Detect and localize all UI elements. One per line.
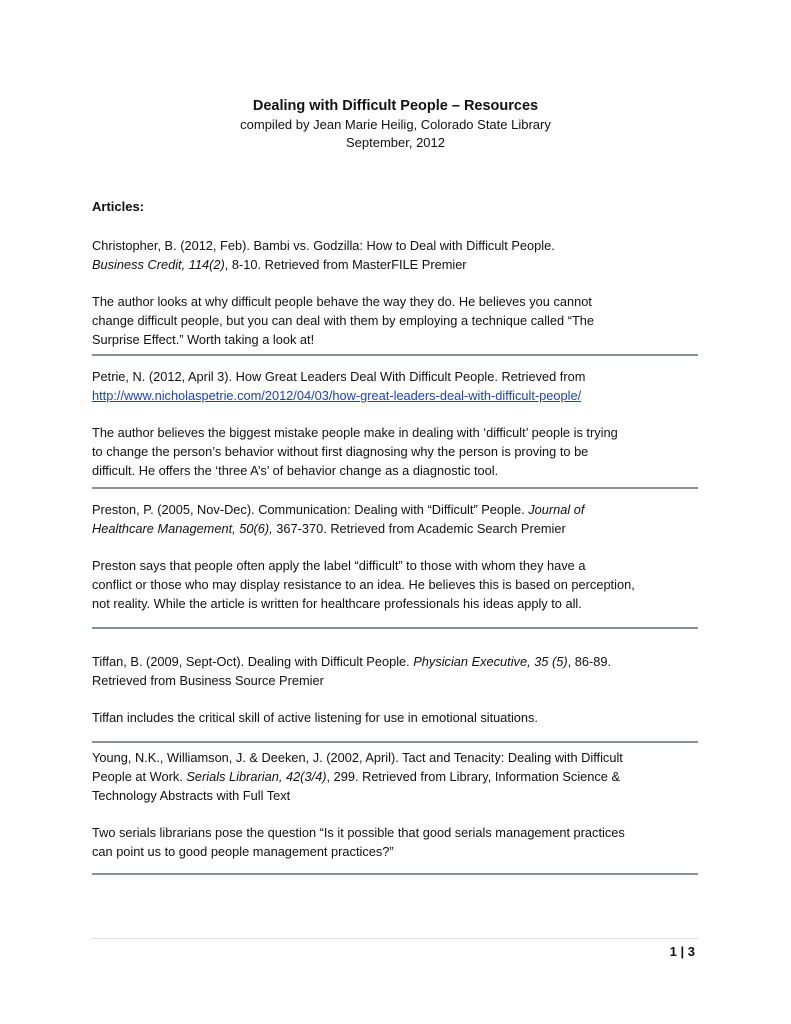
summary-line: Preston says that people often apply the label “difficult” to those with whom they have a bbox=[92, 558, 586, 574]
summary-line: can point us to good people management practices?” bbox=[92, 843, 394, 859]
journal-title: Business Credit, 114(2) bbox=[92, 256, 225, 272]
summary-line: Surprise Effect.” Worth taking a look at! bbox=[92, 331, 315, 347]
entry-divider bbox=[92, 487, 698, 489]
summary-line: not reality. While the article is written for healthcare professionals his ideas apply to all. bbox=[92, 595, 582, 611]
citation-text: , 86-89. bbox=[567, 654, 612, 669]
document-title: Dealing with Difficult People – Resources bbox=[252, 98, 539, 114]
citation-line bbox=[92, 256, 698, 275]
citation-text: Christopher, B. (2012, Feb). Bambi vs. Godzilla: How to Deal with Difficult People. bbox=[92, 238, 555, 253]
summary bbox=[92, 293, 698, 349]
article-entry bbox=[92, 237, 698, 349]
entry-divider bbox=[92, 873, 698, 875]
summary bbox=[92, 824, 698, 862]
article-entry bbox=[92, 501, 698, 613]
citation bbox=[92, 237, 698, 275]
citation-text: Tiffan, B. (2009, Sept-Oct). Dealing with Difficult People. bbox=[92, 654, 414, 669]
summary bbox=[92, 557, 698, 613]
compiled-by: compiled by Jean Marie Heilig, Colorado State Library bbox=[240, 117, 551, 132]
citation bbox=[92, 368, 698, 406]
citation-line bbox=[92, 387, 698, 406]
journal-title: Healthcare Management, 50(6), bbox=[92, 520, 273, 536]
citation-line bbox=[92, 520, 698, 539]
entry-divider bbox=[92, 627, 698, 629]
summary-line: conflict or those who may display resistance to an idea. He believes this is based on perception, bbox=[92, 576, 635, 592]
summary bbox=[92, 709, 698, 728]
section-heading-articles: Articles: bbox=[92, 199, 145, 214]
footer-divider bbox=[92, 938, 698, 939]
citation-text: 367-370. Retrieved from Academic Search Premier bbox=[272, 520, 566, 536]
summary-line: The author believes the biggest mistake people make in dealing with ‘difficult’ people is trying bbox=[92, 425, 618, 441]
article-link[interactable]: http://www.nicholaspetrie.com/2012/04/03/how-great-leaders-deal-with-difficult-people/ bbox=[92, 387, 582, 403]
citation bbox=[92, 749, 698, 805]
citation-text: , 8-10. Retrieved from MasterFILE Premier bbox=[224, 256, 467, 272]
citation-line bbox=[92, 749, 698, 768]
journal-title: Physician Executive, 35 (5) bbox=[413, 654, 568, 669]
citation-line bbox=[92, 672, 698, 691]
citation bbox=[92, 501, 698, 539]
journal-title: Serials Librarian, 42(3/4) bbox=[186, 768, 327, 784]
summary-line: to change the person’s behavior without first diagnosing why the person is proving to be bbox=[92, 443, 589, 459]
summary bbox=[92, 424, 698, 480]
citation-line bbox=[92, 787, 698, 806]
document-date: September, 2012 bbox=[345, 135, 446, 150]
article-entry bbox=[92, 749, 698, 861]
journal-title: Journal of bbox=[528, 502, 585, 517]
citation-line bbox=[92, 768, 698, 787]
citation-line bbox=[92, 653, 698, 672]
article-entry bbox=[92, 368, 698, 480]
page-number: 1 | 3 bbox=[669, 944, 695, 959]
citation-line bbox=[92, 501, 698, 520]
citation-text: , 299. Retrieved from Library, Information Science & bbox=[326, 768, 621, 784]
entry-divider bbox=[92, 741, 698, 743]
summary-line: Tiffan includes the critical skill of active listening for use in emotional situations. bbox=[92, 710, 538, 726]
citation-text: Technology Abstracts with Full Text bbox=[92, 787, 291, 803]
citation-text: Petrie, N. (2012, April 3). How Great Leaders Deal With Difficult People. Retrieved from bbox=[92, 369, 586, 384]
citation-text: Preston, P. (2005, Nov-Dec). Communication: Dealing with “Difficult” People. bbox=[92, 502, 529, 517]
citation bbox=[92, 653, 698, 691]
citation-text: Young, N.K., Williamson, J. & Deeken, J. (2002, April). Tact and Tenacity: Dealing with Difficult bbox=[92, 750, 623, 765]
summary-line: Two serials librarians pose the question “Is it possible that good serials management practices bbox=[92, 824, 625, 840]
entry-divider bbox=[92, 354, 698, 356]
citation-line bbox=[92, 237, 698, 256]
citation-text: People at Work. bbox=[92, 768, 187, 784]
summary-line: The author looks at why difficult people behave the way they do. He believes you cannot bbox=[92, 294, 592, 310]
citation-text: Retrieved from Business Source Premier bbox=[92, 672, 324, 688]
article-entry bbox=[92, 653, 698, 728]
summary-line: change difficult people, but you can deal with them by employing a technique called “The bbox=[92, 312, 595, 328]
summary-line: difficult. He offers the ‘three A’s’ of behavior change as a diagnostic tool. bbox=[92, 462, 499, 478]
citation-line bbox=[92, 368, 698, 387]
